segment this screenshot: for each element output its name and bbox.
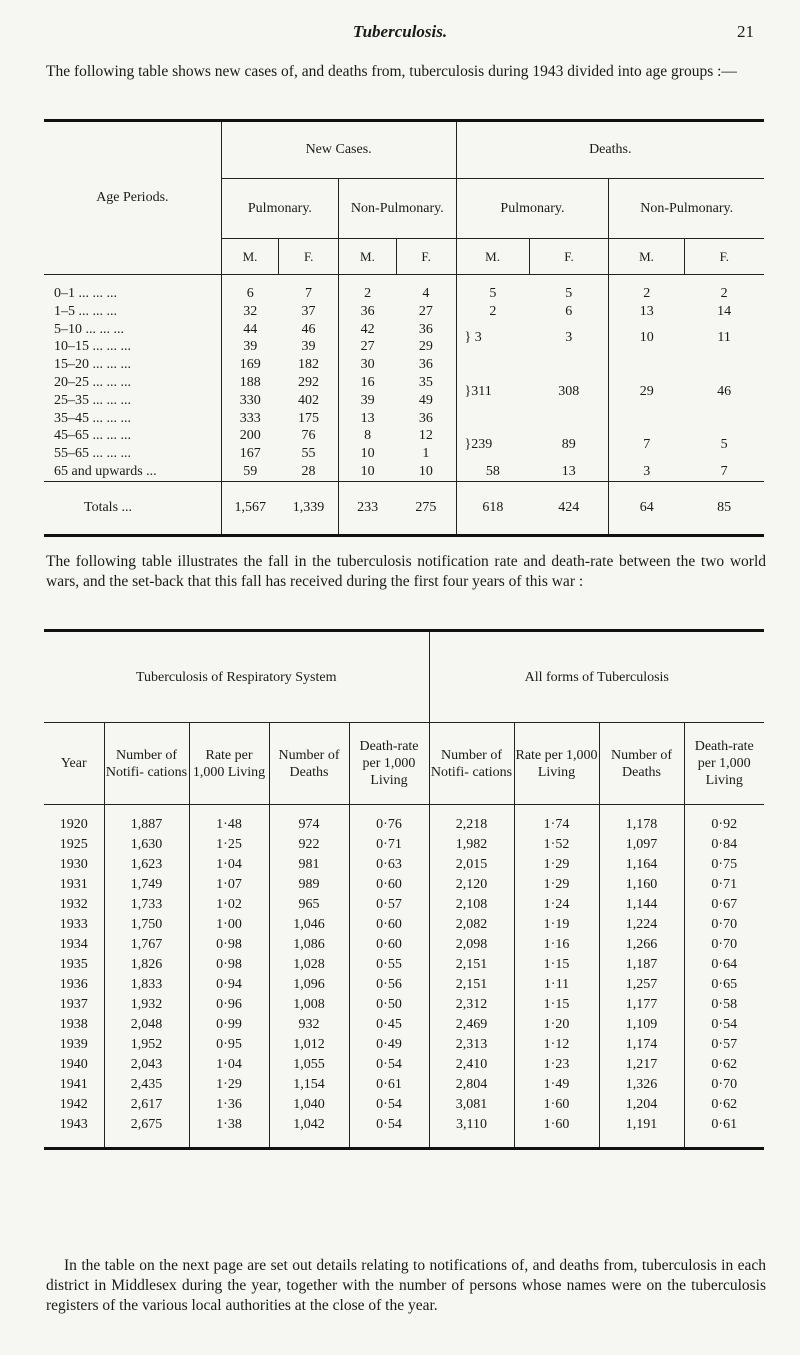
cell: 1,042 (269, 1115, 349, 1149)
table-row (44, 321, 764, 339)
cell: 1,567 (221, 481, 279, 535)
cell: 2,120 (429, 875, 514, 895)
table-row (44, 975, 764, 995)
table-row (44, 995, 764, 1015)
cell: 8 (339, 427, 397, 445)
intro-paragraph-2: The following table illustrates the fall in the tuberculosis notification rate and death-rate between the two world wars, and the set-back that this fall has received during the first four years of this war : (46, 553, 766, 590)
cell: 0·57 (684, 1035, 764, 1055)
cell: 333 (221, 410, 279, 428)
cell: 239 (471, 437, 493, 453)
cell: 402 (297, 392, 319, 408)
cell: 0·54 (349, 1115, 429, 1149)
cell: 0·45 (349, 1015, 429, 1035)
cell: 0·61 (349, 1075, 429, 1095)
year-cell: 1931 (59, 877, 88, 892)
age-period: 25–35 ... ... ... (54, 392, 131, 408)
cell: 1·36 (189, 1095, 269, 1115)
year-cell: 1937 (59, 997, 88, 1012)
cell: 618 (456, 481, 529, 535)
col-m: M. (339, 239, 397, 275)
cell: 2,151 (429, 955, 514, 975)
cell: 965 (269, 895, 349, 915)
table-row (44, 1075, 764, 1095)
grouped-cell: 3 (565, 330, 573, 346)
grouped-cell: 11 (717, 330, 731, 346)
cell: 27 (339, 338, 397, 356)
cell: 974 (269, 805, 349, 836)
table-row (44, 855, 764, 875)
cell: 0·50 (349, 995, 429, 1015)
totals-row (44, 481, 764, 535)
cell: 1·02 (189, 895, 269, 915)
cell: 1 (422, 446, 430, 462)
cell: 55 (301, 446, 316, 462)
cell: 1,164 (599, 855, 684, 875)
notifications-header: Number of Notifi- cations (429, 723, 514, 805)
cell: 2 (609, 275, 684, 303)
closing-paragraph: In the table on the next page are set out details relating to notifications of, and deaths from, tuberculosis in each district in Middlesex during the year, together with the number of persons whose names were on the tuberculosis registers of the various local authorities at the close of the year. (46, 1257, 766, 1314)
cell: 2 (456, 303, 529, 321)
year-header: Year (44, 723, 104, 805)
cell: 0·54 (349, 1095, 429, 1115)
cell: 2,048 (104, 1015, 189, 1035)
cell: 13 (609, 303, 684, 321)
cell: 1·29 (514, 875, 599, 895)
age-period-table (44, 119, 764, 537)
cell: 2,043 (104, 1055, 189, 1075)
cell: 1·00 (189, 915, 269, 935)
cell: 64 (609, 481, 684, 535)
grouped-cell: 5 (720, 437, 728, 453)
cell: 0·62 (684, 1055, 764, 1075)
cell: 1,623 (104, 855, 189, 875)
cell: 2,469 (429, 1015, 514, 1035)
cell: 0·71 (684, 875, 764, 895)
cell: 1·48 (189, 805, 269, 836)
table-row (44, 895, 764, 915)
cell: 188 (221, 374, 279, 392)
cell: 0·98 (189, 935, 269, 955)
cell: 1,339 (279, 481, 339, 535)
cell: 1,826 (104, 955, 189, 975)
cell: 3 (609, 463, 684, 481)
cell: 0·67 (684, 895, 764, 915)
age-period: 35–45 ... ... ... (54, 410, 131, 426)
rates-table (44, 629, 764, 1150)
col-m: M. (221, 239, 279, 275)
cell: 1·11 (514, 975, 599, 995)
cell: 1,224 (599, 915, 684, 935)
cell: 1·23 (514, 1055, 599, 1075)
cell: 0·92 (684, 805, 764, 836)
cell: 0·98 (189, 955, 269, 975)
col-f: F. (279, 239, 339, 275)
cell: 0·94 (189, 975, 269, 995)
cell: 1·74 (514, 805, 599, 836)
cell: 46 (301, 321, 316, 337)
col-m: M. (609, 239, 684, 275)
cell: 1,046 (269, 915, 349, 935)
year-cell: 1934 (59, 937, 88, 952)
cell: 0·55 (349, 955, 429, 975)
cell: 39 (301, 339, 316, 355)
totals-label: Totals ... (44, 481, 221, 535)
cell: 424 (529, 481, 609, 535)
cell: 1,177 (599, 995, 684, 1015)
cell: 36 (418, 410, 433, 426)
cell: 1·60 (514, 1115, 599, 1149)
cell: 16 (339, 374, 397, 392)
cell: 3,110 (429, 1115, 514, 1149)
cell: 922 (269, 835, 349, 855)
year-cell: 1941 (59, 1077, 88, 1092)
cell: 1·49 (514, 1075, 599, 1095)
cell: 1·25 (189, 835, 269, 855)
cell: 0·60 (349, 935, 429, 955)
cell: 1,952 (104, 1035, 189, 1055)
cell: 0·60 (349, 915, 429, 935)
cell: 292 (297, 374, 319, 390)
cell: 36 (418, 321, 433, 337)
cell: 1,257 (599, 975, 684, 995)
cell: 10 (418, 463, 433, 479)
cell: 2,151 (429, 975, 514, 995)
year-cell: 1938 (59, 1017, 88, 1032)
resp-group-header: Tuberculosis of Respiratory System (44, 631, 429, 723)
table-row (44, 805, 764, 836)
grouped-cell: 46 (717, 383, 732, 399)
cell: 1,204 (599, 1095, 684, 1115)
cell: 27 (418, 303, 433, 319)
all-forms-group-header: All forms of Tuberculosis (429, 631, 764, 723)
age-period: 15–20 ... ... ... (54, 357, 131, 373)
cell: 1,008 (269, 995, 349, 1015)
cell: 932 (269, 1015, 349, 1035)
cell: 2,313 (429, 1035, 514, 1055)
cell: 10 (339, 445, 397, 463)
cell: 1,749 (104, 875, 189, 895)
cell: 1,630 (104, 835, 189, 855)
rate-header: Rate per 1,000 Living (189, 723, 269, 805)
table-row (44, 935, 764, 955)
cell: 1,097 (599, 835, 684, 855)
cell: 1,932 (104, 995, 189, 1015)
cell: 311 (471, 383, 492, 399)
table-row (44, 1035, 764, 1055)
year-cell: 1933 (59, 917, 88, 932)
cell: 59 (221, 463, 279, 481)
cell: 1,767 (104, 935, 189, 955)
age-periods-header: Age Periods. (44, 121, 221, 275)
cell: 2,312 (429, 995, 514, 1015)
cell: 0·84 (684, 835, 764, 855)
cell: 2,617 (104, 1095, 189, 1115)
table-row (44, 1015, 764, 1035)
cell: 37 (301, 303, 316, 319)
cell: 1,154 (269, 1075, 349, 1095)
cell: 0·95 (189, 1035, 269, 1055)
cell: 44 (221, 321, 279, 339)
brace-icon: } (464, 383, 472, 399)
year-cell: 1935 (59, 957, 88, 972)
cell: 13 (561, 463, 576, 479)
cell: 2,218 (429, 805, 514, 836)
cell: 30 (339, 356, 397, 374)
cell: 12 (418, 428, 433, 444)
cell: 1,178 (599, 805, 684, 836)
cell: 0·96 (189, 995, 269, 1015)
cell: 2,410 (429, 1055, 514, 1075)
cell: 2 (339, 275, 397, 303)
cell: 0·71 (349, 835, 429, 855)
cell: 1,833 (104, 975, 189, 995)
cell: 1,086 (269, 935, 349, 955)
cell: 1,096 (269, 975, 349, 995)
year-cell: 1943 (59, 1117, 88, 1132)
cell: 7 (720, 463, 728, 479)
cell: 1·20 (514, 1015, 599, 1035)
col-f: F. (684, 239, 764, 275)
age-period: 65 and upwards ... (54, 463, 157, 479)
cell: 2,675 (104, 1115, 189, 1149)
cell: 2,082 (429, 915, 514, 935)
running-title: Tuberculosis. (352, 22, 448, 41)
col-m: M. (456, 239, 529, 275)
cell: 76 (301, 428, 316, 444)
cell: 28 (301, 463, 316, 479)
cell: 1·38 (189, 1115, 269, 1149)
table-row (44, 955, 764, 975)
cell: 2,108 (429, 895, 514, 915)
table-row (44, 427, 764, 445)
age-period: 1–5 ... ... ... (54, 303, 117, 319)
grouped-cell: 10 (609, 321, 684, 357)
cell: 1,887 (104, 805, 189, 836)
d-pulmonary-header: Pulmonary. (456, 179, 609, 239)
table-row (44, 915, 764, 935)
cell: 14 (717, 303, 732, 319)
cell: 1,187 (599, 955, 684, 975)
table-row (44, 835, 764, 855)
cell: 1·15 (514, 995, 599, 1015)
cell: 0·75 (684, 855, 764, 875)
brace-icon: } (464, 437, 472, 453)
cell: 1·12 (514, 1035, 599, 1055)
cell: 2,015 (429, 855, 514, 875)
cell: 1·04 (189, 855, 269, 875)
cell: 233 (339, 481, 397, 535)
cell: 0·64 (684, 955, 764, 975)
deaths-header: Deaths. (456, 121, 764, 179)
cell: 35 (418, 374, 433, 390)
cell: 4 (422, 286, 430, 301)
year-cell: 1942 (59, 1097, 88, 1112)
cell: 2,804 (429, 1075, 514, 1095)
grouped-cell (456, 427, 529, 463)
cell: 0·56 (349, 975, 429, 995)
cell: 0·76 (349, 805, 429, 836)
cell: 1·52 (514, 835, 599, 855)
cell: 167 (221, 445, 279, 463)
table-row (44, 875, 764, 895)
cell: 1,266 (599, 935, 684, 955)
cell: 39 (339, 392, 397, 410)
cell: 85 (684, 481, 764, 535)
col-f: F. (396, 239, 456, 275)
cell: 0·61 (684, 1115, 764, 1149)
cell: 981 (269, 855, 349, 875)
cell: 0·99 (189, 1015, 269, 1035)
year-cell: 1936 (59, 977, 88, 992)
nc-non-pulmonary-header: Non-Pulmonary. (339, 179, 456, 239)
cell: 1·24 (514, 895, 599, 915)
cell: 1·07 (189, 875, 269, 895)
cell: 1,055 (269, 1055, 349, 1075)
cell: 5 (565, 286, 573, 301)
age-period: 45–65 ... ... ... (54, 428, 131, 444)
cell: 275 (396, 481, 456, 535)
cell: 3,081 (429, 1095, 514, 1115)
cell: 0·63 (349, 855, 429, 875)
cell: 1,982 (429, 835, 514, 855)
year-cell: 1925 (59, 837, 88, 852)
cell: 1,144 (599, 895, 684, 915)
cell: 0·57 (349, 895, 429, 915)
cell: 0·65 (684, 975, 764, 995)
new-cases-header: New Cases. (221, 121, 456, 179)
cell: 32 (221, 303, 279, 321)
cell: 6 (565, 303, 573, 319)
notifications-header: Number of Notifi- cations (104, 723, 189, 805)
cell: 0·60 (349, 875, 429, 895)
cell: 42 (339, 321, 397, 339)
cell: 39 (221, 338, 279, 356)
cell: 1·29 (189, 1075, 269, 1095)
cell: 2,098 (429, 935, 514, 955)
cell: 1,750 (104, 915, 189, 935)
cell: 29 (418, 339, 433, 355)
deaths-number-header: Number of Deaths (599, 723, 684, 805)
cell: 58 (456, 463, 529, 481)
cell: 2 (720, 286, 728, 301)
table-row (44, 1115, 764, 1149)
table-row (44, 356, 764, 374)
age-period: 20–25 ... ... ... (54, 374, 131, 390)
cell: 0·49 (349, 1035, 429, 1055)
cell: 1,028 (269, 955, 349, 975)
grouped-cell: 308 (558, 383, 580, 399)
cell: 169 (221, 356, 279, 374)
cell: 1,326 (599, 1075, 684, 1095)
age-period: 0–1 ... ... ... (54, 286, 117, 301)
cell: 0·70 (684, 915, 764, 935)
grouped-cell: 29 (609, 356, 684, 427)
cell: 0·62 (684, 1095, 764, 1115)
cell: 2,435 (104, 1075, 189, 1095)
cell: 0·70 (684, 935, 764, 955)
brace-icon: } (464, 330, 472, 346)
year-cell: 1940 (59, 1057, 88, 1072)
cell: 3 (474, 330, 482, 346)
table-row (44, 1095, 764, 1115)
cell: 6 (221, 275, 279, 303)
cell: 1,217 (599, 1055, 684, 1075)
age-period: 10–15 ... ... ... (54, 339, 131, 355)
cell: 36 (339, 303, 397, 321)
cell: 1·19 (514, 915, 599, 935)
d-non-pulmonary-header: Non-Pulmonary. (609, 179, 764, 239)
cell: 0·58 (684, 995, 764, 1015)
intro-paragraph-1: The following table shows new cases of, and deaths from, tuberculosis during 1943 divided into age groups :— (46, 63, 737, 80)
cell: 175 (297, 410, 319, 426)
age-period: 55–65 ... ... ... (54, 446, 131, 462)
page-number: 21 (737, 22, 754, 41)
cell: 1·15 (514, 955, 599, 975)
cell: 1,733 (104, 895, 189, 915)
cell: 0·54 (684, 1015, 764, 1035)
year-cell: 1930 (59, 857, 88, 872)
cell: 182 (297, 357, 319, 373)
cell: 5 (456, 275, 529, 303)
death-rate-header: Death-rate per 1,000 Living (349, 723, 429, 805)
table-row (44, 303, 764, 321)
rate-header: Rate per 1,000 Living (514, 723, 599, 805)
cell: 330 (221, 392, 279, 410)
cell: 49 (418, 392, 433, 408)
cell: 0·70 (684, 1075, 764, 1095)
grouped-cell (456, 356, 529, 427)
table-row (44, 1055, 764, 1075)
cell: 200 (221, 427, 279, 445)
cell: 1·04 (189, 1055, 269, 1075)
cell: 10 (339, 463, 397, 481)
year-cell: 1939 (59, 1037, 88, 1052)
cell: 1,191 (599, 1115, 684, 1149)
cell: 989 (269, 875, 349, 895)
death-rate-header: Death-rate per 1,000 Living (684, 723, 764, 805)
table-row (44, 275, 764, 303)
table-row (44, 463, 764, 481)
grouped-cell (456, 321, 529, 357)
cell: 1·60 (514, 1095, 599, 1115)
cell: 7 (304, 286, 312, 301)
year-cell: 1932 (59, 897, 88, 912)
cell: 1·16 (514, 935, 599, 955)
cell: 0·54 (349, 1055, 429, 1075)
cell: 1,040 (269, 1095, 349, 1115)
age-period: 5–10 ... ... ... (54, 321, 124, 337)
cell: 1,160 (599, 875, 684, 895)
year-cell: 1920 (59, 817, 88, 832)
cell: 13 (339, 410, 397, 428)
cell: 36 (418, 357, 433, 373)
grouped-cell: 7 (609, 427, 684, 463)
cell: 1,109 (599, 1015, 684, 1035)
nc-pulmonary-header: Pulmonary. (221, 179, 338, 239)
col-f: F. (529, 239, 609, 275)
deaths-number-header: Number of Deaths (269, 723, 349, 805)
cell: 1,174 (599, 1035, 684, 1055)
grouped-cell: 89 (561, 437, 576, 453)
cell: 1,012 (269, 1035, 349, 1055)
cell: 1·29 (514, 855, 599, 875)
